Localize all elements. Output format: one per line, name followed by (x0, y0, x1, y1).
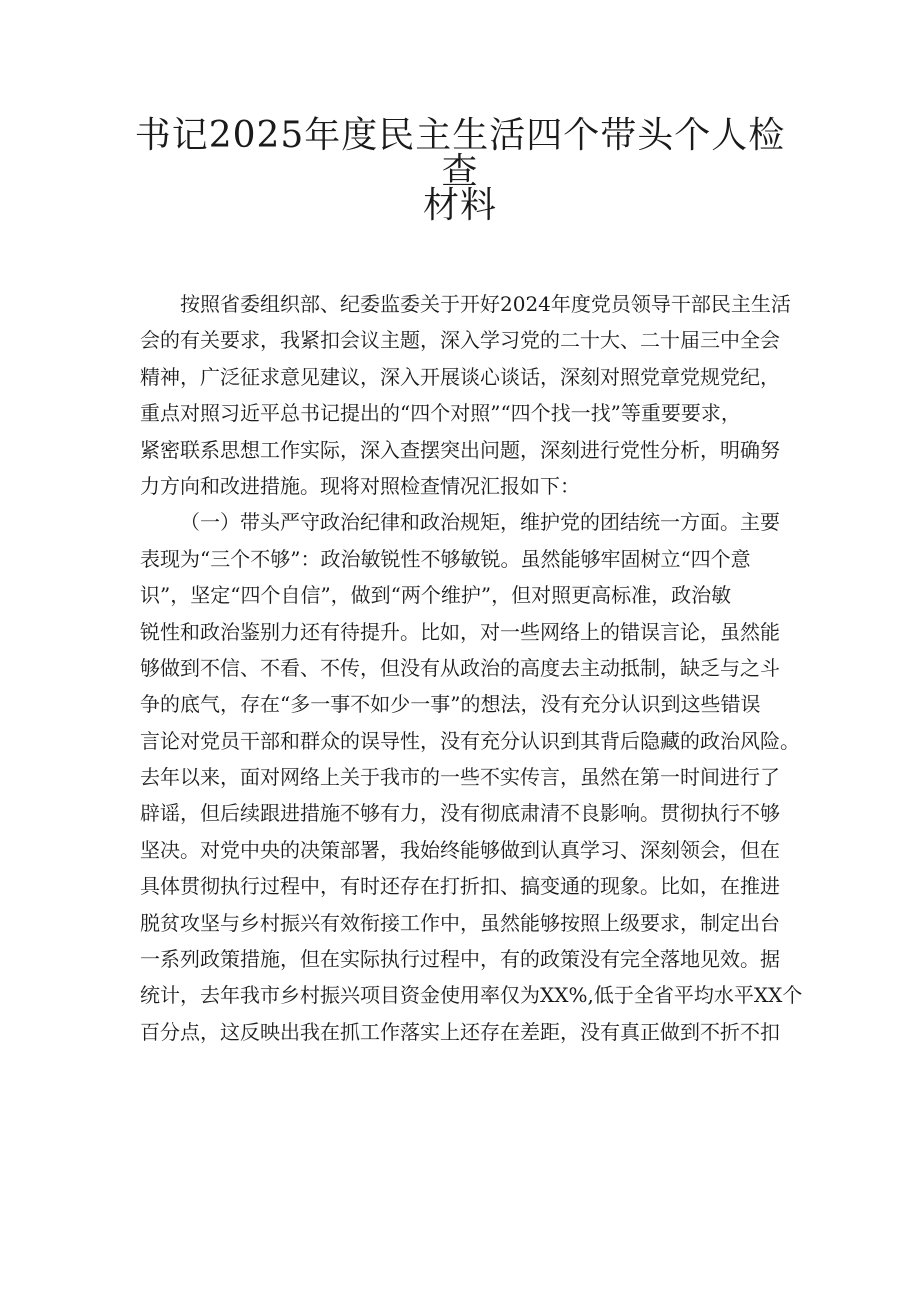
paragraph-2-line: 坚决。对党中央的决策部署，我始终能够做到认真学习、深刻领会，但在 (140, 837, 780, 862)
paragraph-2-line: 具体贯彻执行过程中，有时还存在打折扣、搞变通的现象。比如，在推进 (140, 874, 780, 899)
paragraph-2-line: 言论对党员干部和群众的误导性，没有充分认识到其背后隐藏的政治风险。 (140, 728, 800, 753)
paragraph-2-line: 争的底气，存在“多一事不如少一事”的想法，没有充分认识到这些错误 (140, 692, 761, 717)
paragraph-2-line: 表现为“三个不够”：政治敏锐性不够敏锐。虽然能够牢固树立“四个意 (140, 546, 751, 571)
paragraph-2-line: 百分点，这反映出我在抓工作落实上还存在差距，没有真正做到不折不扣 (140, 1019, 780, 1044)
paragraph-2-line: 一系列政策措施，但在实际执行过程中，有的政策没有完全落地见效。据 (140, 947, 780, 972)
paragraph-1-line: 紧密联系思想工作实际，深入查摆突出问题，深刻进行党性分析，明确努 (140, 437, 780, 462)
paragraph-2-line: 脱贫攻坚与乡村振兴有效衔接工作中，虽然能够按照上级要求，制定出台 (140, 910, 780, 935)
paragraph-2-line: 辟谣，但后续跟进措施不够有力，没有彻底肃清不良影响。贯彻执行不够 (140, 801, 780, 826)
paragraph-2-line: 统计，去年我市乡村振兴项目资金使用率仅为XX%,低于全省平均水平XX个 (140, 983, 803, 1008)
paragraph-2-line: 识”，坚定“四个自信”，做到“两个维护”，但对照更高标准，政治敏 (140, 583, 732, 608)
paragraph-1-line: 精神，广泛征求意见建议，深入开展谈心谈话，深刻对照党章党规党纪， (140, 364, 780, 389)
paragraph-2-line: 够做到不信、不看、不传，但没有从政治的高度去主动抵制，缺乏与之斗 (140, 655, 780, 680)
document-title-line-1: 书记2025年度民主生活四个带头个人检查 (134, 115, 786, 192)
paragraph-2-line: （一）带头严守政治纪律和政治规矩，维护党的团结统一方面。主要 (180, 510, 780, 535)
paragraph-1-line: 力方向和改进措施。现将对照检查情况汇报如下： (140, 473, 580, 498)
paragraph-1-line: 重点对照习近平总书记提出的“四个对照”“四个找一找”等重要要求， (140, 401, 741, 426)
document-title-line-2: 材料 (422, 185, 497, 226)
paragraph-1-line: 按照省委组织部、纪委监委关于开好2024年度党员领导干部民主生活 (180, 292, 791, 316)
paragraph-2-line: 去年以来，面对网络上关于我市的一些不实传言，虽然在第一时间进行了 (140, 765, 780, 790)
paragraph-2-line: 锐性和政治鉴别力还有待提升。比如，对一些网络上的错误言论，虽然能 (140, 619, 780, 644)
body-text (140, 286, 803, 1050)
paragraph-1-line: 会的有关要求，我紧扣会议主题，深入学习党的二十大、二十届三中全会 (140, 328, 780, 353)
